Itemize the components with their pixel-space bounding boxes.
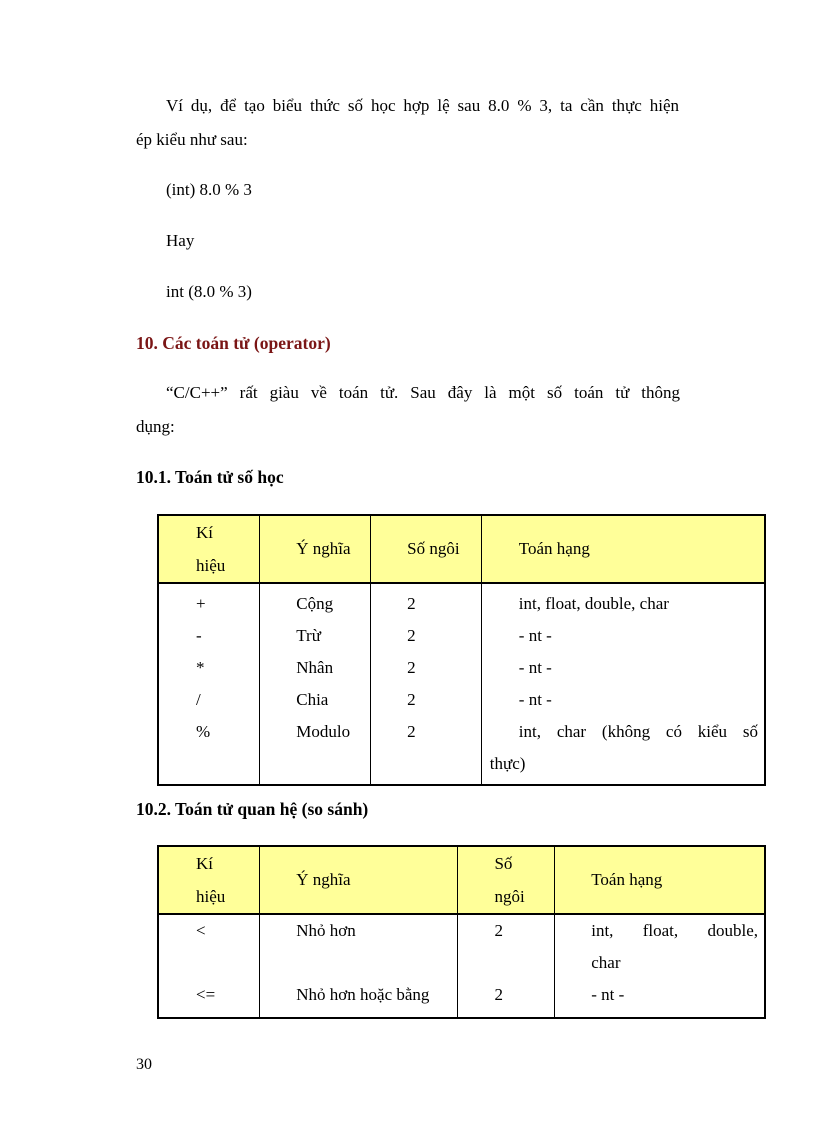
table-cell: char (591, 953, 621, 972)
table-cell: Trừ (296, 626, 321, 645)
table-cell: / (196, 690, 201, 709)
table-header-row (158, 846, 765, 914)
header-operands: Toán hạng (481, 515, 765, 583)
table-cell: * (196, 658, 205, 677)
table-cell: - nt - (518, 626, 552, 645)
table-cell: int, float, double, (591, 921, 758, 940)
section-10-2-heading: 10.2. Toán tử quan hệ (so sánh) (136, 799, 369, 819)
table-header-row (158, 515, 765, 583)
table-cell: Nhân (296, 658, 334, 677)
relational-operators-table (157, 845, 766, 1019)
section-10-1-heading: 10.1. Toán tử số học (136, 467, 284, 487)
table-cell: < (196, 921, 206, 940)
table-cell: Cộng (296, 594, 334, 613)
cast-expression-1: (int) 8.0 % 3 (166, 180, 252, 199)
table-cell: - (196, 626, 202, 645)
table-cell: + (196, 594, 206, 613)
table-cell: 2 (407, 690, 416, 709)
table-cell: Modulo (296, 722, 351, 741)
table-cell: 2 (407, 722, 416, 741)
arithmetic-operators-table (157, 514, 766, 786)
table-cell: Nhỏ hơn hoặc bằng (296, 985, 430, 1004)
header-meaning: Ý nghĩa (260, 515, 371, 583)
section-10-para-line-1: “C/C++” rất giàu về toán tử. Sau đây là một số toán tử thông (166, 383, 680, 402)
header-arity: Số ngôi (458, 846, 555, 914)
cast-expression-2: int (8.0 % 3) (166, 282, 252, 301)
table-cell: % (196, 722, 211, 741)
header-operands: Toán hạng (555, 846, 765, 914)
table-body (158, 583, 765, 785)
section-10-heading: 10. Các toán tử (operator) (136, 333, 331, 353)
table-cell: <= (196, 985, 216, 1004)
table-cell: Nhỏ hơn (296, 921, 356, 940)
header-arity: Số ngôi (371, 515, 482, 583)
page-number: 30 (136, 1056, 152, 1073)
table-cell: - nt - (591, 985, 625, 1004)
section-10-para-line-2: dụng: (136, 417, 175, 436)
or-word: Hay (166, 231, 195, 250)
header-symbol: Kí hiệu (158, 515, 260, 583)
header-meaning: Ý nghĩa (260, 846, 458, 914)
header-symbol: Kí hiệu (158, 846, 260, 914)
table-body (158, 914, 765, 1018)
table-cell: int, char (không có kiểu số (518, 722, 758, 741)
table-cell: 2 (407, 594, 416, 613)
table-cell: 2 (407, 626, 416, 645)
intro-line-2: ép kiểu như sau: (136, 130, 248, 149)
table-cell: int, float, double, char (518, 594, 669, 613)
table-cell: 2 (494, 921, 503, 940)
table-cell: Chia (296, 690, 329, 709)
table-cell: 2 (494, 985, 503, 1004)
table-cell: - nt - (518, 658, 552, 677)
table-cell: thực) (489, 754, 526, 773)
table-cell: 2 (407, 658, 416, 677)
intro-line-1: Ví dụ, để tạo biểu thức số học hợp lệ sau 8.0 % 3, ta cần thực hiện (166, 96, 679, 115)
table-cell: - nt - (518, 690, 552, 709)
